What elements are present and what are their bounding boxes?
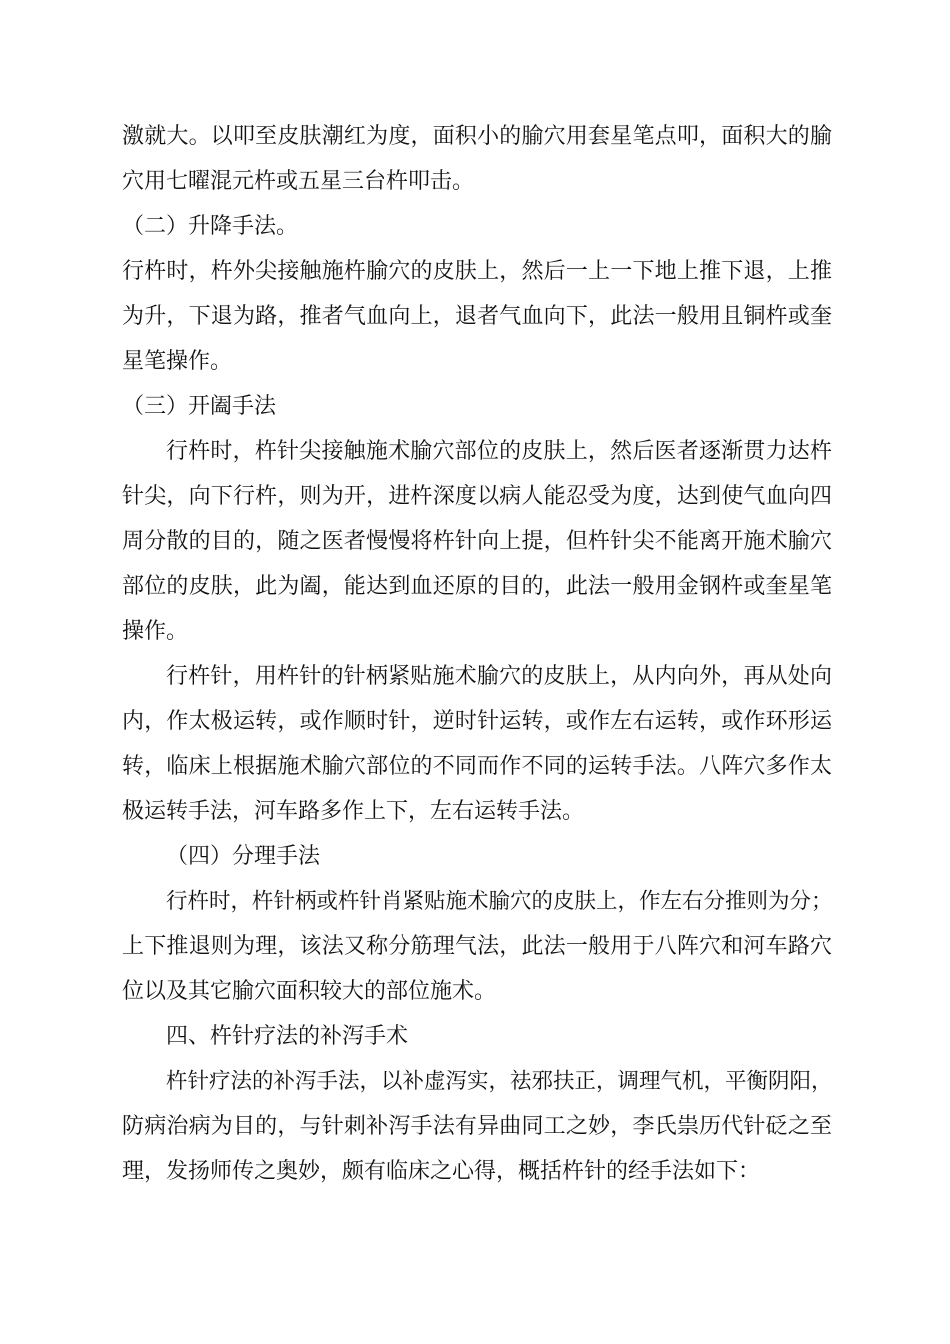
text-line: 穴用七曜混元杵或五星三台杵叩击。 xyxy=(122,169,475,194)
text-line: 周分散的目的，随之医者慢慢将杵针向上提，但杵针尖不能离开施术腧穴 xyxy=(122,529,832,554)
text-line: 为升，下退为路，推者气血向上，退者气血向下，此法一般用且铜杵或奎 xyxy=(122,304,832,329)
paragraph-buxie xyxy=(122,1059,832,1194)
text-line: 针尖，向下行杵，则为开，进杵深度以病人能忍受为度，达到使气血向四 xyxy=(122,484,832,509)
paragraph-fenli xyxy=(122,879,832,1014)
text-line: 行杵时，杵外尖接触施杵腧穴的皮肤上，然后一上一下地上推下退，上推 xyxy=(122,259,832,284)
section-heading-buxie: 四、杵针疗法的补泻手术 xyxy=(166,1024,409,1049)
text-line: 操作。 xyxy=(122,619,189,644)
text-line: 防病治病为目的，与针刺补泻手法有异曲同工之妙，李氏祟历代针砭之至 xyxy=(122,1114,832,1139)
section-heading-er: （二）升降手法。 xyxy=(122,214,299,239)
document-body xyxy=(122,114,832,1194)
paragraph-yunzhuan xyxy=(122,654,832,834)
text-line: 激就大。以叩至皮肤潮红为度，面积小的腧穴用套星笔点叩，面积大的腧 xyxy=(122,124,832,149)
section-heading-si: （四）分理手法 xyxy=(166,844,321,869)
text-line: 部位的皮肤，此为阖，能达到血还原的目的，此法一般用金钢杵或奎星笔 xyxy=(122,574,832,599)
text-line: 行杵时，杵针柄或杵针肖紧贴施术腧穴的皮肤上，作左右分推则为分； xyxy=(166,889,833,914)
text-line: 内，作太极运转，或作顺时针，逆时针运转，或作左右运转，或作环形运 xyxy=(122,709,832,734)
text-line: 上下推退则为理，该法又称分筋理气法，此法一般用于八阵穴和河车路穴 xyxy=(122,934,832,959)
text-line: 星笔操作。 xyxy=(122,349,233,374)
text-line: 位以及其它腧穴面积较大的部位施术。 xyxy=(122,979,497,1004)
text-line: 杵针疗法的补泻手法，以补虚泻实，祛邪扶正，调理气机，平衡阴阳， xyxy=(166,1069,833,1094)
text-line: 行杵时，杵针尖接触施术腧穴部位的皮肤上，然后医者逐渐贯力达杵 xyxy=(166,439,832,464)
section-heading-san: （三）开阖手法 xyxy=(122,394,277,419)
text-line: 理，发扬师传之奥妙，颇有临床之心得，概括杵针的经手法如下： xyxy=(122,1159,761,1184)
text-line: 转，临床上根据施术腧穴部位的不同而作不同的运转手法。八阵穴多作太 xyxy=(122,754,832,779)
paragraph-shengjiang xyxy=(122,249,832,384)
text-line: 行杵针，用杵针的针柄紧贴施术腧穴的皮肤上，从内向外，再从处向 xyxy=(166,664,832,689)
paragraph-continuation xyxy=(122,114,832,204)
paragraph-kaihe xyxy=(122,429,832,654)
text-line: 极运转手法，河车路多作上下，左右运转手法。 xyxy=(122,799,585,824)
